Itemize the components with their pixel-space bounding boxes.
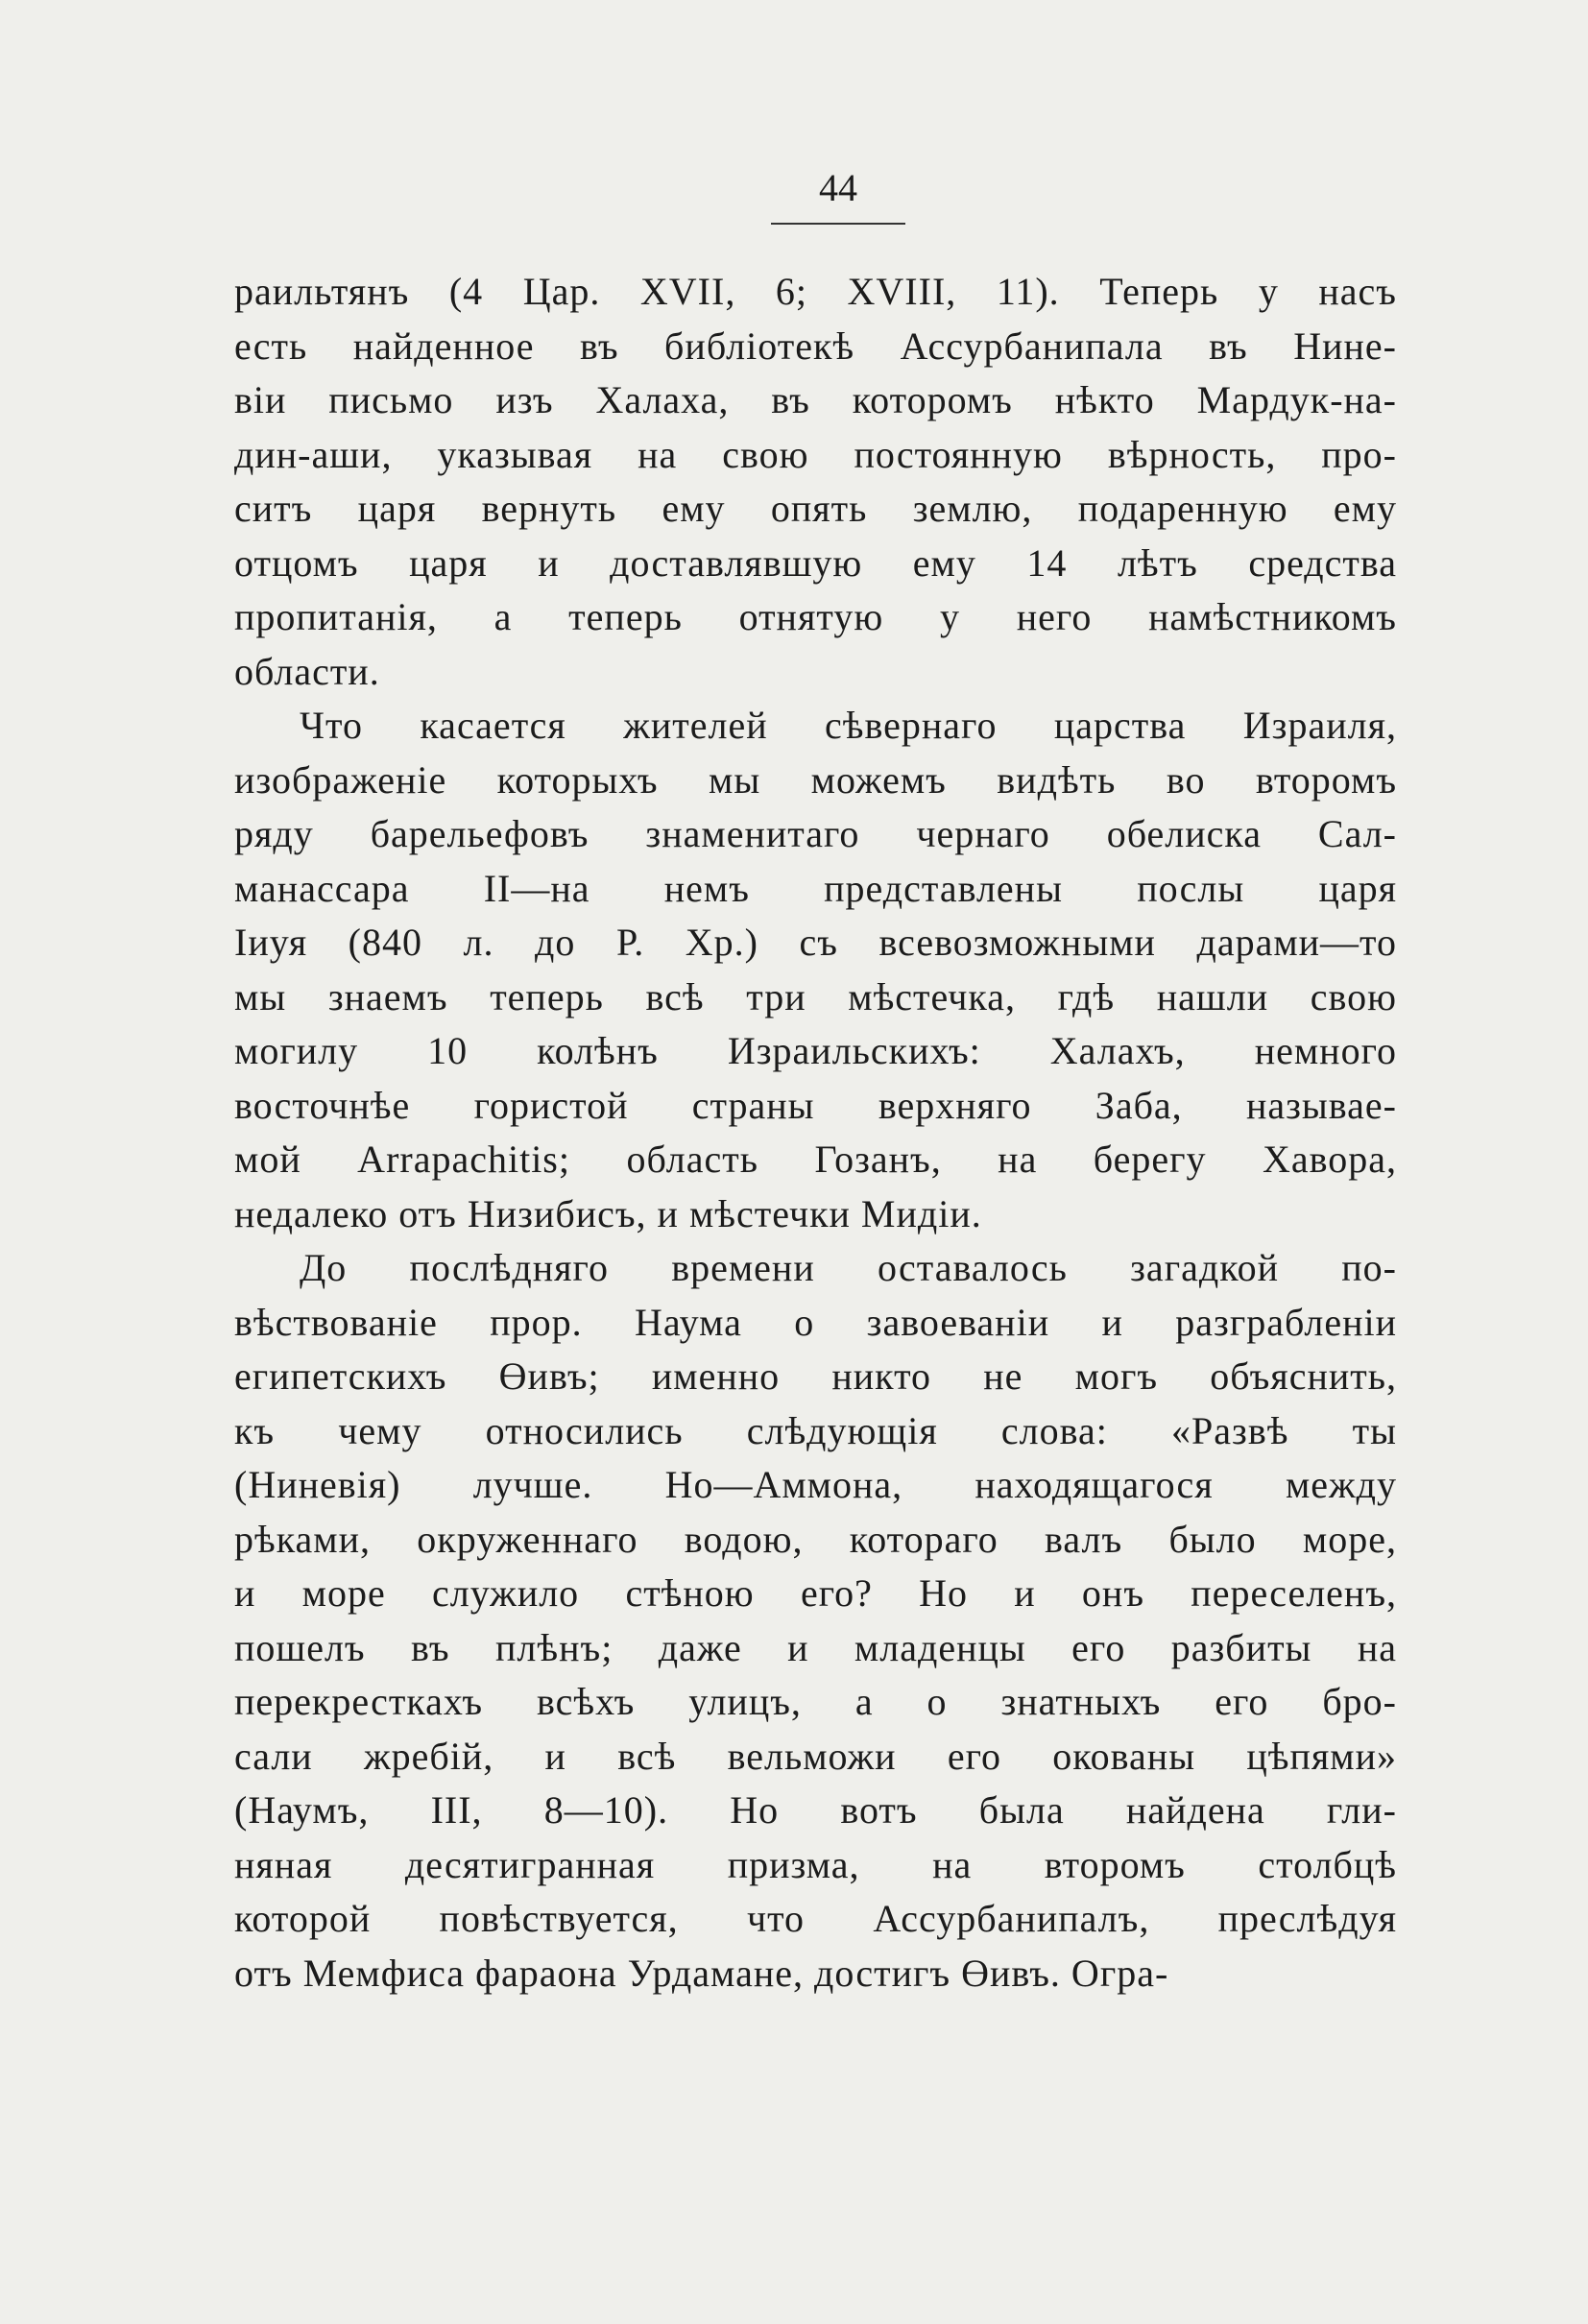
text-line: египетскихъ Өивъ; именно никто не могъ объяснить, xyxy=(234,1354,1397,1398)
text-line: къ чему относились слѣдующія слова: «Развѣ ты xyxy=(234,1408,1397,1452)
text-line: изображеніе которыхъ мы можемъ видѣть во второмъ xyxy=(234,757,1397,802)
text-line: отъ Мемфиса фараона Урдамане, достигъ Өивъ. Огра- xyxy=(234,1951,1169,1995)
text-line: раильтянъ (4 Цар. XVII, 6; XVIII, 11). Теперь у насъ xyxy=(234,270,1397,313)
text-line: віи письмо изъ Халаха, въ которомъ нѣкто Мардук-на- xyxy=(234,378,1397,421)
text-line: мой Arrapachitis; область Гозанъ, на берегу Хавора, xyxy=(234,1138,1397,1181)
text-line: мы знаемъ теперь всѣ три мѣстечка, гдѣ нашли свою xyxy=(234,974,1397,1018)
text-line: рѣками, окруженнаго водою, котораго валъ было море, xyxy=(234,1517,1397,1561)
page-number: 44 xyxy=(819,166,857,209)
text-line: есть найденное въ библіотекѣ Ассурбанипала въ Нине- xyxy=(234,323,1397,368)
text-line: пропитанія, а теперь отнятую у него намѣстникомъ xyxy=(234,595,1397,638)
text-line: ряду барельефовъ знаменитаго чернаго обелиска Сал- xyxy=(234,812,1397,855)
text-line: отцомъ царя и доставлявшую ему 14 лѣтъ средства xyxy=(234,540,1397,585)
text-line: (Наумъ, III, 8—10). Но вотъ была найдена гли- xyxy=(234,1788,1397,1832)
text-line: могилу 10 колѣнъ Израильскихъ: Халахъ, немного xyxy=(234,1029,1397,1072)
text-line: которой повѣствуется, что Ассурбанипалъ, преслѣдуя xyxy=(234,1897,1397,1940)
text-line: недалеко отъ Низибисъ, и мѣстечки Мидіи. xyxy=(234,1191,982,1235)
text-line: области. xyxy=(234,649,380,693)
text-line: перекресткахъ всѣхъ улицъ, а о знатныхъ его бро- xyxy=(234,1680,1397,1723)
body-text xyxy=(234,265,1397,2001)
text-line: Что касается жителей сѣвернаго царства Израиля, xyxy=(300,704,1397,747)
text-line: сали жребій, и всѣ вельможи его окованы цѣпями» xyxy=(234,1734,1397,1778)
text-line: дин-аши, указывая на свою постоянную вѣрность, про- xyxy=(234,432,1397,476)
text-line: пошелъ въ плѣнъ; даже и младенцы его разбиты на xyxy=(234,1625,1397,1669)
text-line: Іиуя (840 л. до Р. Хр.) съ всевозможными дарами—то xyxy=(234,921,1397,964)
text-line: и море служило стѣною его? Но и онъ переселенъ, xyxy=(234,1571,1397,1615)
text-line: няная десятигранная призма, на второмъ столбцѣ xyxy=(234,1842,1397,1886)
page-number-rule xyxy=(771,223,905,225)
text-line: (Ниневія) лучше. Но—Аммона, находящагося между xyxy=(234,1463,1397,1506)
text-line: ситъ царя вернуть ему опять землю, подаренную ему xyxy=(234,487,1397,530)
text-line: До послѣдняго времени оставалось загадкой по- xyxy=(300,1246,1397,1289)
text-line: манассара II—на немъ представлены послы царя xyxy=(234,866,1397,910)
text-line: восточнѣе гористой страны верхняго Заба, называе- xyxy=(234,1083,1397,1127)
text-line: вѣствованіе прор. Наума о завоеваніи и разграбленіи xyxy=(234,1300,1397,1344)
